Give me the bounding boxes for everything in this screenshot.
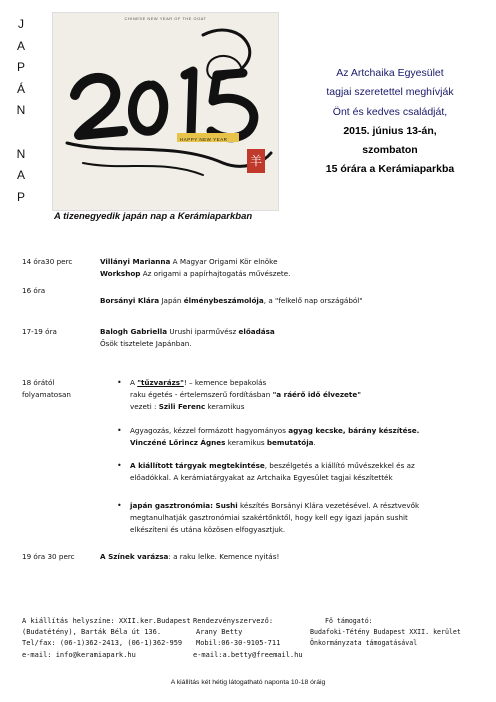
presenter-name: Borsányi Klára	[100, 296, 160, 305]
bullet-text: keramikus	[205, 401, 245, 411]
vertical-letter: J	[18, 17, 24, 31]
bullet-bold: "tűzvarázs"	[137, 378, 184, 387]
program-item	[100, 551, 480, 563]
poster-top-text: CHINESE NEW YEAR OF THE GOAT	[124, 16, 207, 21]
bullet-text: vezeti :	[130, 401, 159, 411]
bullet-bold: japán gasztronómia:	[130, 501, 214, 510]
invitation-date: 2015. június 13-án,	[343, 124, 437, 137]
bullet-bold: bemutatója	[266, 437, 314, 447]
bullet-bold: Szili Ferenc	[158, 401, 206, 411]
bullet-icon: •	[117, 378, 122, 387]
vertical-letter: P	[16, 189, 25, 204]
program-bold: élménybeszámolója	[183, 296, 264, 305]
vertical-letter: A	[16, 168, 25, 183]
invitation-day: szombaton	[362, 144, 418, 157]
happy-new-year-banner: HAPPY NEW YEAR	[180, 137, 228, 142]
bullet-icon: •	[117, 426, 122, 435]
bullet-icon: •	[117, 461, 122, 470]
workshop-label: Workshop	[100, 268, 141, 278]
program-text: : a raku lelke. Kemence nyitás!	[168, 552, 280, 561]
program-time: 17-19 óra	[22, 327, 57, 336]
invitation-line: Az Artchaika Egyesület	[336, 67, 444, 79]
vertical-letter: A	[16, 38, 25, 53]
brush-calligraphy	[53, 13, 278, 210]
vertical-letter: Á	[16, 81, 25, 96]
bullet-text: , beszélgetés a kiállító művészekkel és az	[264, 461, 415, 470]
seal-stamp: 羊	[249, 154, 262, 168]
footer-sponsor	[310, 616, 494, 650]
bullet-item	[103, 460, 483, 486]
footer-line: Fő támogató:	[325, 617, 373, 625]
program-time: 16 óra	[22, 286, 46, 295]
footer-line: Arany Betty	[196, 628, 243, 637]
program-time	[22, 377, 71, 401]
bullet-item	[103, 377, 483, 417]
footer-line: Mobil:06-30-9105-711	[196, 639, 281, 648]
program-text: Ősök tisztelete Japánban.	[100, 338, 192, 348]
bullet-text: előadókkal. A kerámiatárgyakat az Artchaika Egyesület tagjai készítették	[130, 472, 393, 482]
footer-email: e-mail:a.betty@freemail.hu	[193, 650, 303, 659]
footer-line: A kiállítás helyszíne: XXII.ker.Budapest	[22, 617, 191, 625]
presenter-role: A Magyar Origami Kör elnöke	[170, 257, 278, 266]
invitation-block	[295, 64, 485, 180]
workshop-desc: Az origami a papírhajtogatás művészete.	[140, 268, 291, 278]
program-time: 14 óra30 perc	[22, 257, 73, 266]
bullet-text: elkészíteni és utána közösen elfogyasztjuk.	[130, 524, 286, 534]
bullet-icon: •	[117, 501, 122, 510]
program-item	[100, 326, 480, 350]
program-time-line: folyamatosan	[22, 389, 71, 399]
presenter-name: Balogh Gabriella	[100, 327, 168, 336]
program-text: Urushi iparművész	[167, 327, 239, 336]
footer-line: Budafoki-Tétény Budapest XXII. kerület	[310, 628, 461, 637]
vertical-letter: P	[16, 60, 25, 75]
vertical-letter: N	[16, 146, 26, 161]
bullet-text: A	[130, 378, 138, 387]
subtitle: A tizenegyedik japán nap a Kerámiaparkban	[54, 211, 253, 222]
presenter-name: Villányi Marianna	[100, 257, 171, 266]
footer-organizer	[193, 616, 313, 661]
bullet-text: Agyagozás, kézzel formázott hagyományos	[130, 426, 289, 435]
footer-line: (Budatétény), Barták Béla út 136.	[22, 628, 162, 637]
bottom-note: A kiállítás két hétig látogatható naponta 10-18 óráig	[170, 679, 326, 686]
vertical-title	[14, 14, 28, 208]
bullet-bold: "a ráérő idő élvezete"	[272, 389, 361, 399]
footer-line: Rendezvényszervező:	[193, 617, 274, 625]
bullet-bold: agyag kecske, bárány készítése.	[288, 426, 420, 435]
program-time-line: 18 órától	[22, 378, 55, 387]
program-item	[100, 256, 480, 280]
program-text: , a "felkelő nap országából"	[263, 296, 363, 305]
bullet-text: raku égetés - értelemszerű fordításban	[130, 389, 273, 399]
invitation-line: tagjai szeretettel meghívják	[326, 86, 454, 99]
bullet-item	[103, 425, 483, 451]
bullet-text: megtanulhatják gasztronómiai szakértőnktől, hogy kell egy igazi japán sushit	[130, 512, 408, 522]
bullet-text: ! – kemence bepakolás	[183, 378, 267, 387]
program-item	[100, 295, 480, 307]
bullet-item	[103, 500, 483, 540]
footer-line: Önkormányzata támogatásával	[310, 639, 418, 648]
poster-image	[52, 12, 279, 211]
program-bold: A Színek varázsa	[100, 552, 169, 561]
vertical-letter	[14, 122, 28, 144]
bullet-text: készítés Borsányi Klára vezetésével. A résztvevők	[237, 501, 420, 510]
bullet-bold: Vinczéné Lőrincz Ágnes	[130, 437, 226, 447]
invitation-time: 15 órára a Kerámiaparkba	[325, 163, 455, 176]
vertical-letter: N	[16, 103, 26, 118]
bullet-bold: Sushi	[213, 501, 238, 510]
footer-email: e-mail: info@keramiapark.hu	[22, 650, 136, 659]
bullet-bold: A kiállított tárgyak megtekintése	[130, 461, 265, 470]
bullet-text: keramikus	[225, 437, 267, 447]
program-text: Japán	[159, 296, 184, 305]
footer-line: Tel/fax: (06-1)362-2413, (06-1)362-959	[22, 639, 183, 648]
program-time: 19 óra 30 perc	[22, 552, 75, 561]
program-bold: előadása	[238, 327, 275, 336]
invitation-line: Önt és kedves családját,	[332, 105, 448, 118]
bullet-text: .	[313, 437, 316, 447]
footer-venue	[22, 616, 202, 661]
